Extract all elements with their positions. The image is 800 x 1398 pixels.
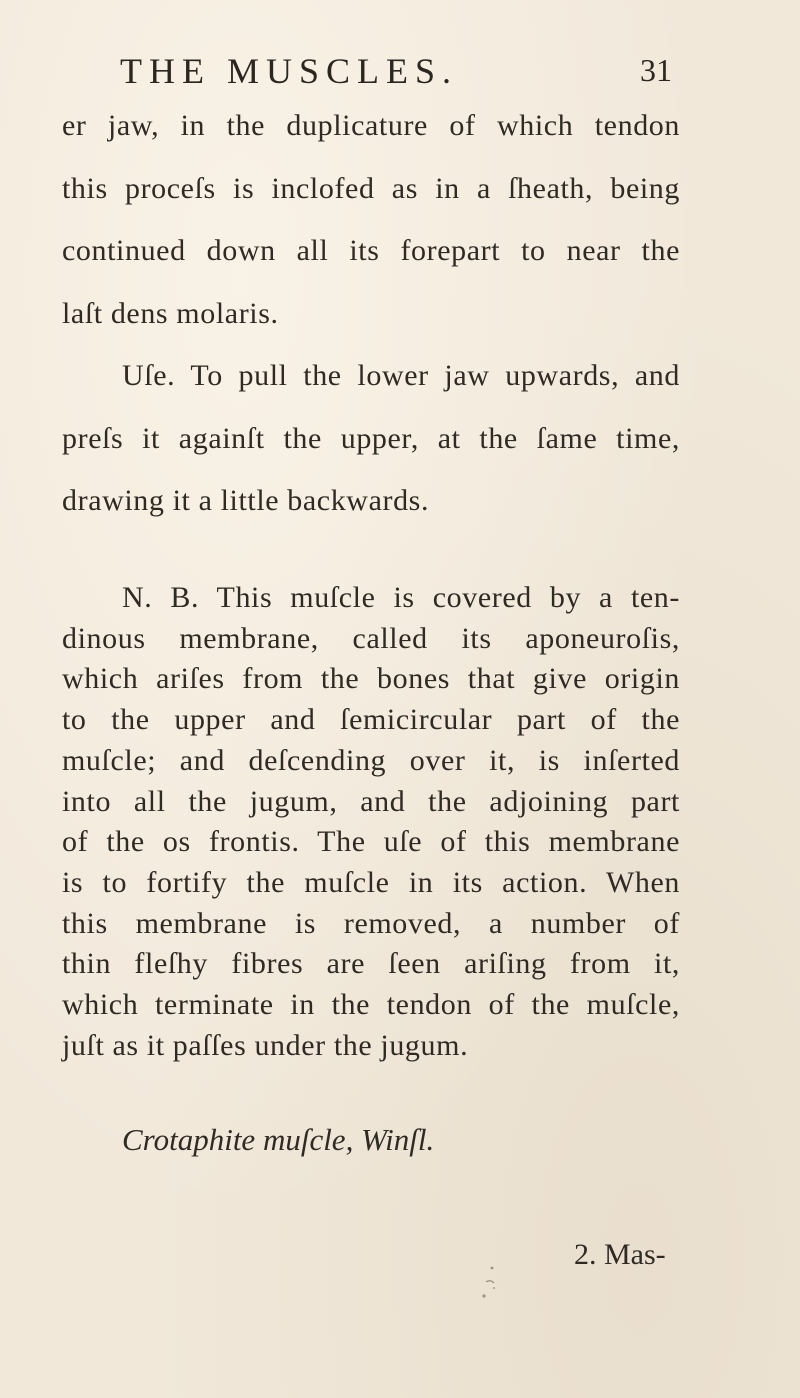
page-number: 31 (640, 52, 672, 88)
text-line: preſs it againſt the upper, at the ſame time, (62, 421, 680, 455)
text-line: into all the jugum, and the adjoining part (62, 784, 680, 818)
text-line: laſt dens molaris. (62, 296, 279, 330)
text-line: is to fortify the muſcle in its action. When (62, 865, 680, 899)
section-heading: Crotaphite muſcle, Winſl. (122, 1122, 435, 1157)
text-line: which ariſes from the bones that give origin (62, 662, 680, 696)
text-line: dinous membrane, called its aponeuroſis, (62, 621, 680, 655)
text-line: this proceſs is inclofed as in a ſheath, being (62, 171, 680, 205)
text-line: N. B. This muſcle is covered by a ten- (122, 581, 680, 614)
catchword: 2. Mas- (574, 1238, 666, 1271)
text-line: of the os frontis. The uſe of this membrane (62, 825, 680, 859)
running-head (0, 50, 800, 100)
text-line: thin fleſhy fibres are ſeen ariſing from it, (62, 947, 680, 981)
text-line: continued down all its forepart to near the (62, 234, 680, 267)
ink-specks-decoration (478, 1262, 502, 1312)
text-line: which terminate in the tendon of the muſcle, (62, 988, 680, 1021)
text-line: juſt as it paſſes under the jugum. (62, 1028, 469, 1062)
text-line: this membrane is removed, a number of (62, 906, 680, 940)
running-title: THE MUSCLES. (120, 51, 459, 91)
text-line: to the upper and ſemicircular part of the (62, 703, 680, 737)
text-line: er jaw, in the duplicature of which tendon (62, 109, 680, 142)
text-line: drawing it a little backwards. (62, 484, 430, 517)
text-line: Uſe. To pull the lower jaw upwards, and (122, 359, 680, 392)
text-line: muſcle; and deſcending over it, is inſerted (62, 743, 680, 777)
